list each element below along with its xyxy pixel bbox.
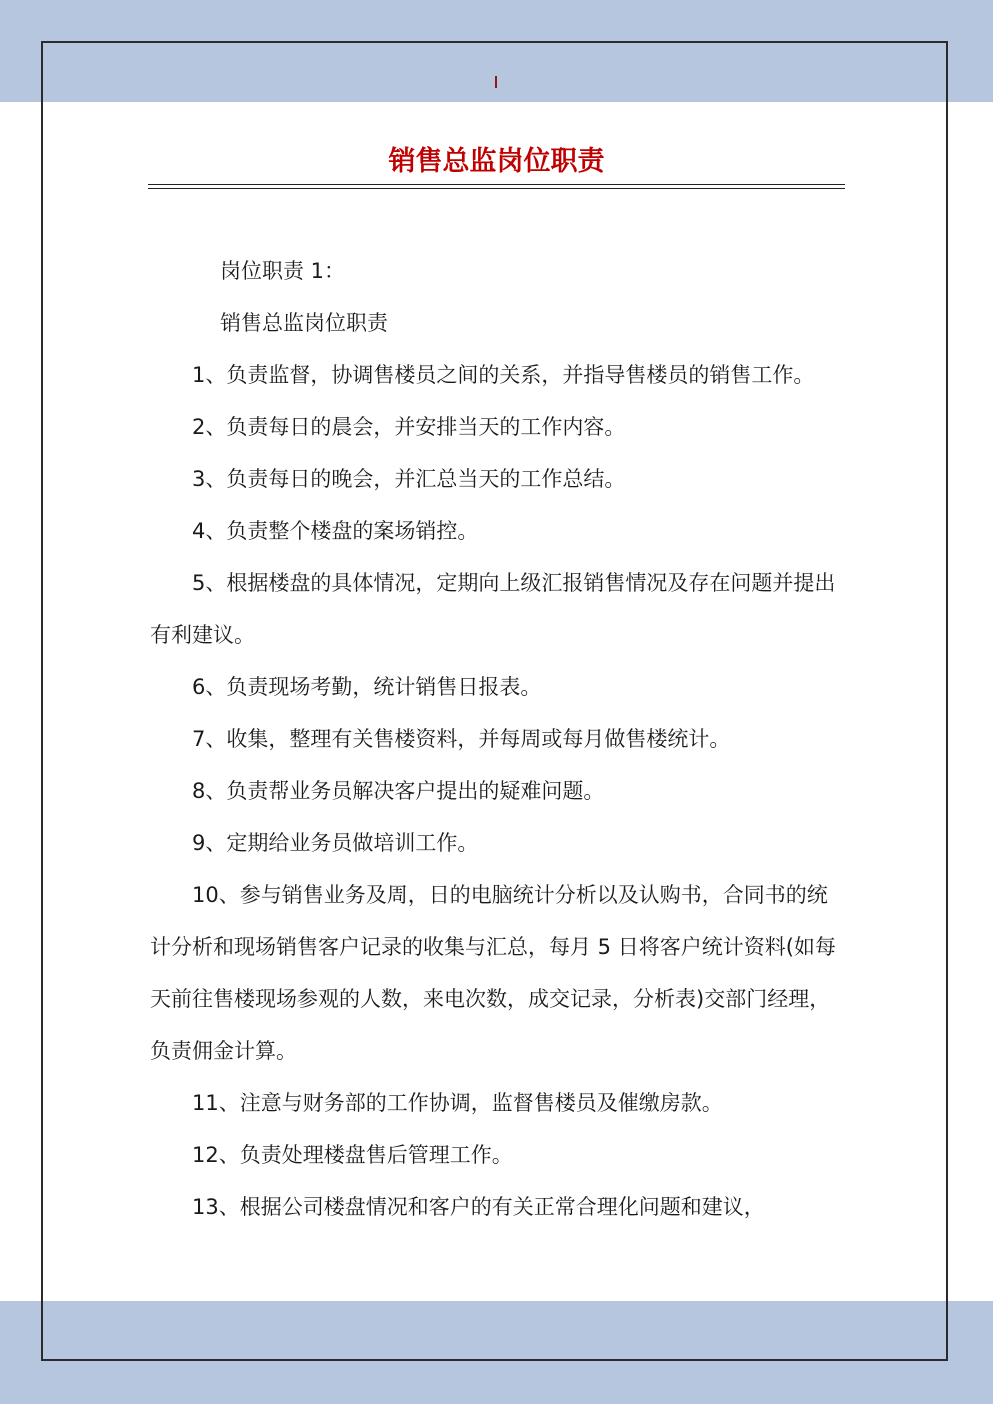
duty-item-7: 7、收集，整理有关售楼资料，并每周或每月做售楼统计。	[192, 727, 731, 751]
duty-item-9: 9、定期给业务员做培训工作。	[192, 831, 479, 855]
duty-item-11: 11、注意与财务部的工作协调，监督售楼员及催缴房款。	[192, 1091, 723, 1115]
header-mark	[495, 76, 497, 88]
duty-item-3: 3、负责每日的晚会，并汇总当天的工作总结。	[192, 467, 626, 491]
document-body	[150, 245, 840, 1233]
duty-item-6: 6、负责现场考勤，统计销售日报表。	[192, 675, 542, 699]
duty-item-5: 5、根据楼盘的具体情况，定期向上级汇报销售情况及存在问题并提出有利建议。	[150, 571, 836, 647]
duty-item-10: 10、参与销售业务及周，日的电脑统计分析以及认购书，合同书的统计分析和现场销售客户记录的收集与汇总，每月 5 日将客户统计资料(如每天前往售楼现场参观的人数，来电次数，成交记录，分析表)交部门经理，负责佣金计算。	[150, 883, 836, 1063]
title-double-rule	[148, 184, 845, 189]
section-subtitle: 销售总监岗位职责	[220, 311, 388, 335]
duty-item-13: 13、根据公司楼盘情况和客户的有关正常合理化问题和建议，	[192, 1195, 765, 1219]
duty-item-12: 12、负责处理楼盘售后管理工作。	[192, 1143, 513, 1167]
duty-item-2: 2、负责每日的晨会，并安排当天的工作内容。	[192, 415, 626, 439]
duty-item-4: 4、负责整个楼盘的案场销控。	[192, 519, 479, 543]
document-title: 销售总监岗位职责	[388, 146, 605, 177]
section-heading: 岗位职责 1：	[220, 259, 346, 283]
duty-item-1: 1、负责监督，协调售楼员之间的关系，并指导售楼员的销售工作。	[192, 363, 815, 387]
duty-item-8: 8、负责帮业务员解决客户提出的疑难问题。	[192, 779, 605, 803]
